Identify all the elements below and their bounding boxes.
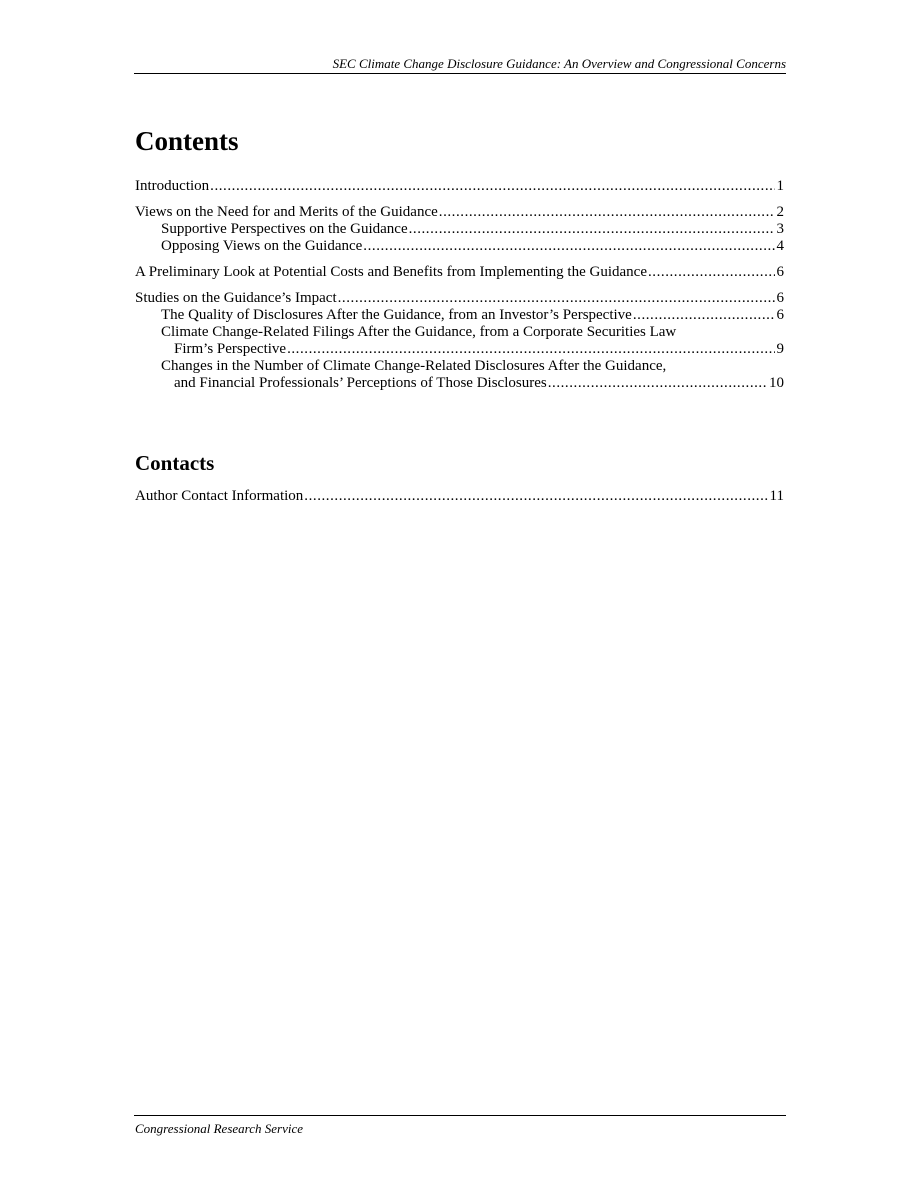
dot-leader — [439, 204, 775, 221]
toc-entry[interactable] — [135, 290, 784, 307]
toc-subentry[interactable] — [135, 324, 784, 358]
toc-entry-title: Opposing Views on the Guidance — [161, 238, 363, 254]
toc-entry-title-line2: and Financial Professionals’ Perceptions of Those Disclosures — [174, 375, 547, 391]
toc-entry-page: 6 — [776, 264, 784, 280]
toc-entry-title: Supportive Perspectives on the Guidance — [161, 221, 408, 237]
toc-entry-title: A Preliminary Look at Potential Costs and Benefits from Implementing the Guidance — [135, 264, 647, 280]
table-of-contents — [135, 178, 784, 392]
toc-entry-title: Views on the Need for and Merits of the Guidance — [135, 204, 438, 220]
toc-entry-page: 2 — [776, 204, 784, 220]
dot-leader — [304, 488, 767, 505]
toc-entry-title: Studies on the Guidance’s Impact — [135, 290, 337, 306]
running-header — [134, 56, 786, 74]
toc-subentry[interactable] — [135, 358, 784, 392]
toc-entry-page: 6 — [776, 307, 784, 323]
dot-leader — [409, 221, 775, 238]
toc-entry[interactable] — [135, 488, 784, 505]
toc-entry-title-line1: Climate Change-Related Filings After the Guidance, from a Corporate Securities Law — [161, 324, 677, 340]
running-footer — [134, 1115, 786, 1136]
dot-leader — [287, 341, 774, 358]
toc-entry[interactable] — [135, 178, 784, 195]
toc-entry-page: 4 — [776, 238, 784, 254]
toc-entry[interactable] — [135, 204, 784, 221]
toc-entry-title-line2: Firm’s Perspective — [174, 341, 287, 357]
toc-entry-title: Author Contact Information — [135, 488, 304, 504]
dot-leader — [548, 375, 767, 392]
toc-entry-page: 11 — [769, 488, 784, 504]
header-title: SEC Climate Change Disclosure Guidance: An Overview and Congressional Concerns — [332, 56, 786, 71]
toc-subentry[interactable] — [135, 238, 784, 255]
toc-entry-title: Introduction — [135, 178, 210, 194]
dot-leader — [363, 238, 774, 255]
footer-text: Congressional Research Service — [135, 1121, 303, 1136]
toc-entry-page: 9 — [776, 341, 784, 357]
toc-subentry[interactable] — [135, 307, 784, 324]
toc-entry-page: 6 — [776, 290, 784, 306]
toc-entry-page: 3 — [776, 221, 784, 237]
dot-leader — [338, 290, 775, 307]
dot-leader — [633, 307, 775, 324]
toc-entry-page: 10 — [769, 375, 784, 391]
dot-leader — [648, 264, 775, 281]
contents-heading: Contents — [135, 126, 239, 156]
toc-entry-title: The Quality of Disclosures After the Guidance, from an Investor’s Perspective — [161, 307, 632, 323]
toc-entry[interactable] — [135, 264, 784, 281]
toc-entry-title-line1: Changes in the Number of Climate Change-Related Disclosures After the Guidance, — [161, 358, 667, 374]
contacts-list — [135, 488, 784, 505]
toc-subentry[interactable] — [135, 221, 784, 238]
toc-entry-page: 1 — [776, 178, 784, 194]
dot-leader — [210, 178, 774, 195]
contacts-heading: Contacts — [135, 451, 215, 475]
